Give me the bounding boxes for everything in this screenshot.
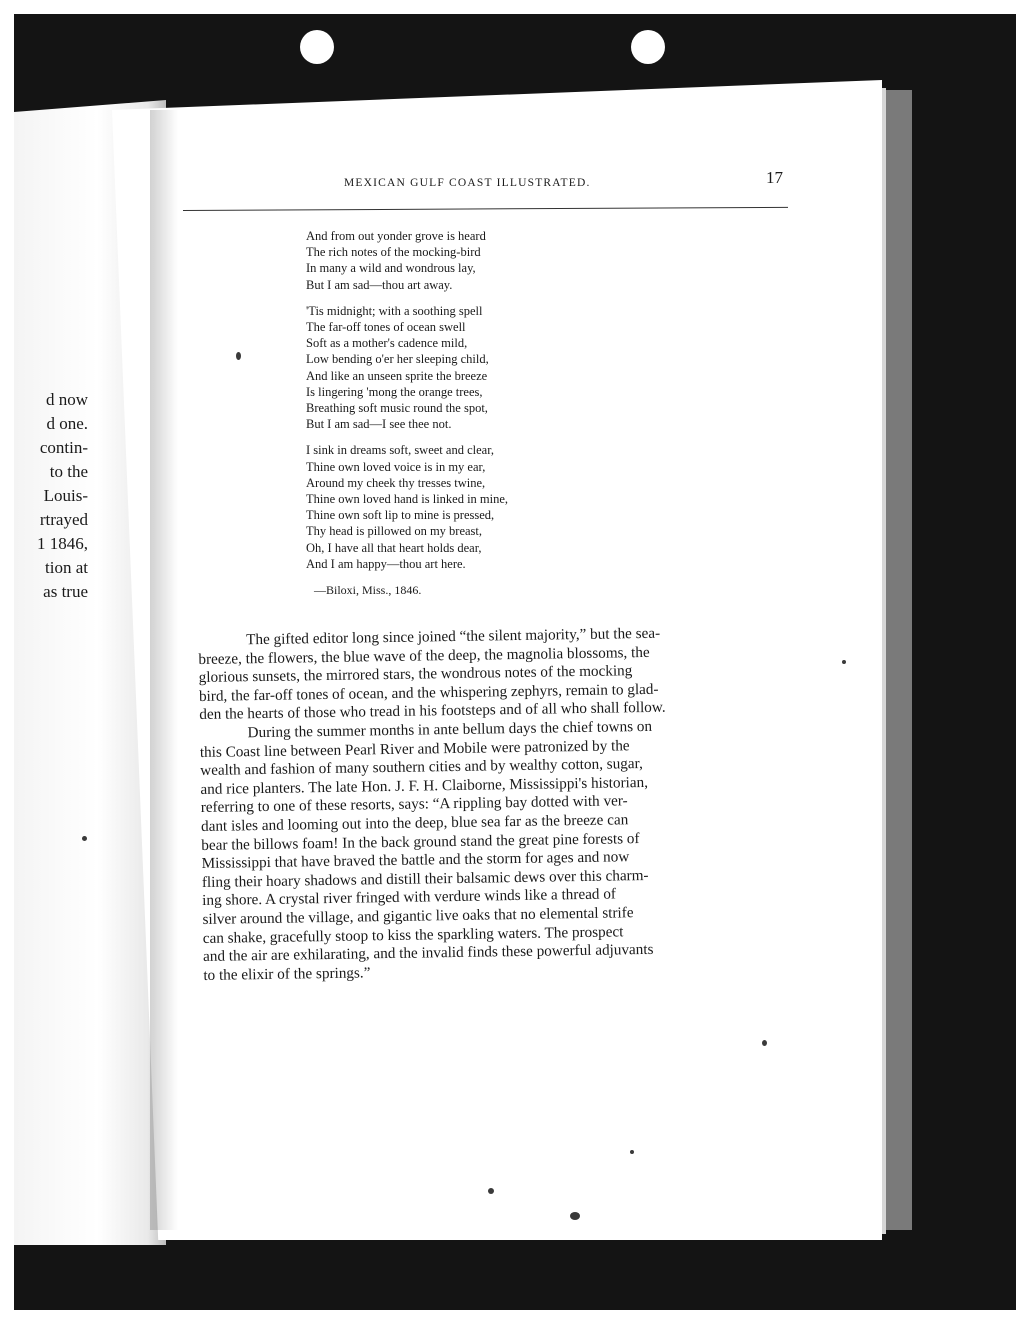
left-fragment: 1 1846, [37,534,88,553]
prose-line: fling their hoary shadows and distill their balsamic dews over this charm- [201,866,649,891]
poem-line: Oh, I have all that heart holds dear, [306,540,482,555]
prose-line: The gifted editor long since joined “the silent majority,” but the sea- [245,624,661,649]
prose-line: bear the billows foam! In the back ground stand the great pine forests of [201,829,640,854]
left-fragment: tion at [45,558,88,577]
left-fragment: d now [45,390,88,409]
poem-line: 'Tis midnight; with a soothing spell [306,303,483,318]
stanza [306,442,646,572]
left-fragment: contin- [39,438,88,457]
prose-line: Mississippi that have braved the battle and the storm for ages and now [201,848,630,873]
prose-line: and the air are exhilarating, and the invalid finds these powerful adjuvants [202,940,654,966]
poem-line: Thine own loved hand is linked in mine, [306,492,509,507]
left-fragment: d one. [46,414,88,433]
poem [306,228,646,598]
poem-line: And from out yonder grove is heard [306,229,486,243]
left-fragment: to the [49,462,88,481]
page-number: 17 [766,168,783,187]
binder-hole-right [631,30,665,64]
gutter-shadow [150,110,178,1230]
running-title: MEXICAN GULF COAST ILLUSTRATED. [344,177,591,189]
poem-line: In many a wild and wondrous lay, [306,261,476,276]
poem-signature: —Biloxi, Miss., 1846. [314,583,422,598]
poem-line: But I am sad—thou art away. [306,277,453,292]
prose-line: wealth and fashion of many southern cities and by wealthy cotton, sugar, [200,755,643,780]
poem-line: Is lingering 'mong the orange trees, [306,384,483,399]
left-fragment: Louis- [43,486,88,505]
prose-line: referring to one of these resorts, says: “A rippling bay dotted with ver- [200,792,628,817]
stanza [306,228,646,293]
prose-line: breeze, the flowers, the blue wave of the deep, the magnolia blossoms, the [198,643,650,668]
poem-line: Thine own loved voice is in my ear, [306,459,486,474]
prose-line: den the hearts of those who tread in his footsteps and of all who shall follow. [199,699,666,724]
scan-speck [842,660,846,664]
prose-line: glorious sunsets, the mirrored stars, the wondrous notes of the mocking [198,662,633,687]
scan-speck [488,1188,494,1194]
poem-line: Breathing soft music round the spot, [306,401,488,416]
binder-hole-left [300,30,334,64]
scan-speck [630,1150,634,1154]
prose [198,622,811,985]
prose-line: bird, the far-off tones of ocean, and the whispering zephyrs, remain to glad- [198,680,659,705]
poem-line: Thy head is pillowed on my breast, [306,524,483,539]
prose-line: ing shore. A crystal river fringed with verdure winds like a thread of [202,885,617,910]
poem-line: I sink in dreams soft, sweet and clear, [306,443,494,458]
scan-speck [570,1212,580,1220]
prose-line: silver around the village, and gigantic live oaks that no elemental strife [202,904,634,928]
scan-speck [236,352,241,360]
poem-line: Thine own soft lip to mine is pressed, [306,508,495,523]
poem-line: And like an unseen sprite the breeze [306,368,488,383]
stanza [306,303,646,433]
scan-speck [82,836,87,841]
poem-line: Low bending o'er her sleeping child, [306,352,489,367]
left-fragment: rtrayed [39,510,88,529]
prose-line: dant isles and looming out into the deep, blue sea far as the breeze can [200,811,629,835]
prose-line: to the elixir of the springs.” [203,964,371,984]
poem-line: But I am sad—I see thee not. [306,417,452,432]
prose-line: can shake, gracefully stoop to kiss the sparkling waters. The prospect [202,922,624,947]
left-page-text [18,388,88,604]
left-fragment: as true [43,582,88,601]
prose-line: During the summer months in ante bellum days the chief towns on [247,717,653,742]
poem-line: Soft as a mother's cadence mild, [306,336,468,351]
poem-line: The rich notes of the mocking-bird [306,245,481,260]
scan-speck [762,1040,767,1046]
poem-line: Around my cheek thy tresses twine, [306,475,486,490]
prose-line: this Coast line between Pearl River and Mobile were patronized by the [199,736,630,761]
prose-line: and rice planters. The late Hon. J. F. H. Claiborne, Mississippi's historian, [200,773,649,798]
poem-line: The far-off tones of ocean swell [306,320,466,335]
poem-line: And I am happy—thou art here. [306,556,466,571]
